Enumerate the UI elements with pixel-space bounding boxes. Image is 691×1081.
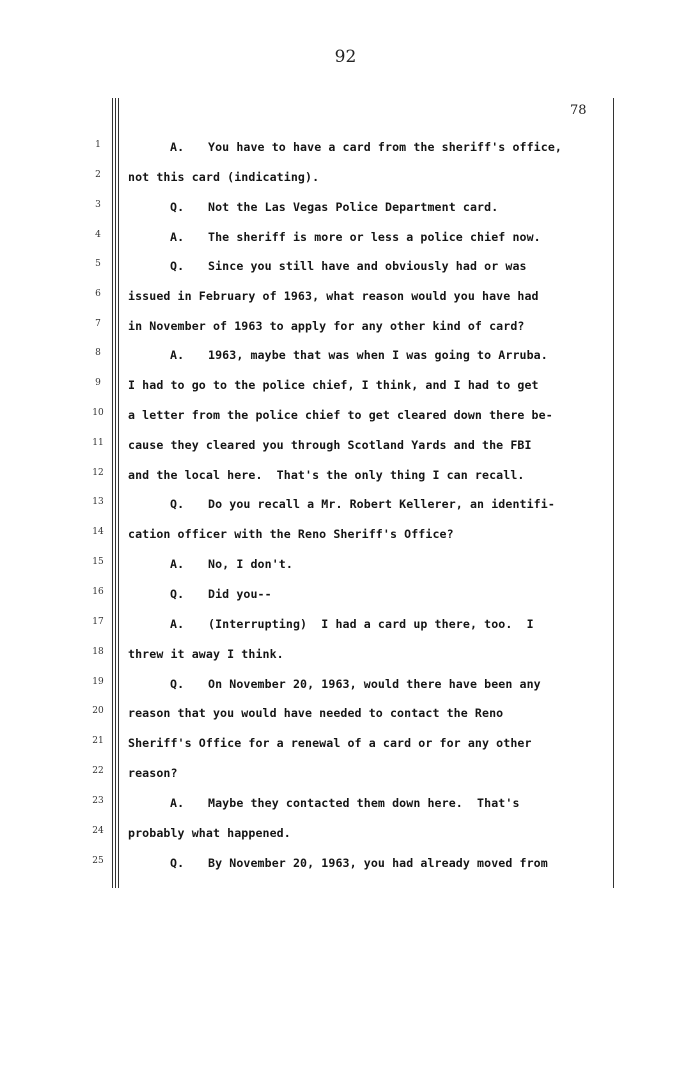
line-content: Do you recall a Mr. Robert Kellerer, an identifi-: [208, 497, 555, 511]
line-content: threw it away I think.: [128, 647, 284, 661]
speaker-label: Q.: [170, 200, 185, 214]
line-text: [128, 527, 608, 541]
line-text: [128, 736, 608, 750]
left-margin-rule: [112, 98, 113, 888]
line-text: [128, 677, 650, 691]
line-text: [128, 140, 650, 154]
line-number: 6: [95, 289, 101, 299]
line-text: [128, 378, 608, 392]
line-content: (Interrupting) I had a card up there, too. I: [208, 617, 534, 631]
speaker-label: A.: [170, 140, 185, 154]
line-number: 20: [92, 706, 104, 716]
line-number: 17: [92, 617, 104, 627]
line-text: [128, 557, 650, 571]
line-content: On November 20, 1963, would there have been any: [208, 677, 541, 691]
line-content: I had to go to the police chief, I think, and I had to get: [128, 378, 539, 392]
speaker-label: Q.: [170, 497, 185, 511]
line-text: [128, 587, 650, 601]
line-content: issued in February of 1963, what reason would you have had: [128, 289, 539, 303]
line-number: 16: [92, 587, 104, 597]
speaker-label: A.: [170, 557, 185, 571]
line-content: 1963, maybe that was when I was going to Arruba.: [208, 348, 548, 362]
line-number: 13: [92, 497, 104, 507]
right-margin-rule: [613, 98, 614, 888]
line-number: 23: [92, 796, 104, 806]
speaker-label: Q.: [170, 856, 185, 870]
line-text: [128, 348, 650, 362]
left-margin-rule-innermost: [118, 98, 119, 888]
line-number: 2: [95, 170, 101, 180]
line-text: [128, 706, 608, 720]
speaker-label: A.: [170, 796, 185, 810]
line-text: [128, 289, 608, 303]
line-text: [128, 766, 608, 780]
left-margin-rule-inner: [115, 98, 116, 888]
line-text: [128, 200, 650, 214]
line-text: [128, 319, 608, 333]
line-content: cation officer with the Reno Sheriff's Office?: [128, 527, 454, 541]
line-text: [128, 497, 650, 511]
line-number: 12: [92, 468, 104, 478]
line-content: probably what happened.: [128, 826, 291, 840]
line-content: in November of 1963 to apply for any other kind of card?: [128, 319, 525, 333]
speaker-label: Q.: [170, 677, 185, 691]
line-number: 3: [95, 200, 101, 210]
page-number: 92: [334, 47, 357, 67]
line-number: 18: [92, 647, 104, 657]
line-content: By November 20, 1963, you had already moved from: [208, 856, 548, 870]
line-content: Not the Las Vegas Police Department card.: [208, 200, 499, 214]
line-number: 7: [95, 319, 101, 329]
line-text: [128, 856, 650, 870]
line-number: 19: [92, 677, 104, 687]
transcript-page-number: 78: [570, 103, 587, 118]
line-content: Since you still have and obviously had or was: [208, 259, 527, 273]
line-number: 25: [92, 856, 104, 866]
line-text: [128, 230, 650, 244]
line-number: 14: [92, 527, 104, 537]
line-text: [128, 796, 650, 810]
line-text: [128, 259, 650, 273]
speaker-label: Q.: [170, 259, 185, 273]
line-content: reason?: [128, 766, 178, 780]
line-number: 1: [95, 140, 101, 150]
line-text: [128, 170, 608, 184]
line-text: [128, 647, 608, 661]
line-content: reason that you would have needed to contact the Reno: [128, 706, 504, 720]
line-content: not this card (indicating).: [128, 170, 320, 184]
speaker-label: A.: [170, 617, 185, 631]
line-content: a letter from the police chief to get cleared down there be-: [128, 408, 553, 422]
line-number: 10: [92, 408, 104, 418]
line-number: 15: [92, 557, 104, 567]
line-number: 8: [95, 348, 101, 358]
line-number: 11: [92, 438, 104, 448]
line-number: 21: [92, 736, 104, 746]
line-text: [128, 468, 608, 482]
line-text: [128, 617, 650, 631]
speaker-label: Q.: [170, 587, 185, 601]
line-content: and the local here. That's the only thing I can recall.: [128, 468, 525, 482]
speaker-label: A.: [170, 230, 185, 244]
line-content: Maybe they contacted them down here. That's: [208, 796, 520, 810]
line-content: You have to have a card from the sheriff's office,: [208, 140, 563, 154]
line-number: 4: [95, 230, 101, 240]
line-number: 24: [92, 826, 104, 836]
line-text: [128, 438, 608, 452]
line-number: 9: [95, 378, 101, 388]
line-content: The sheriff is more or less a police chief now.: [208, 230, 541, 244]
line-text: [128, 408, 608, 422]
speaker-label: A.: [170, 348, 185, 362]
line-text: [128, 826, 608, 840]
line-content: Sheriff's Office for a renewal of a card or for any other: [128, 736, 532, 750]
line-content: Did you--: [208, 587, 272, 601]
line-content: No, I don't.: [208, 557, 293, 571]
line-number: 22: [92, 766, 104, 776]
line-number: 5: [95, 259, 101, 269]
line-content: cause they cleared you through Scotland Yards and the FBI: [128, 438, 532, 452]
